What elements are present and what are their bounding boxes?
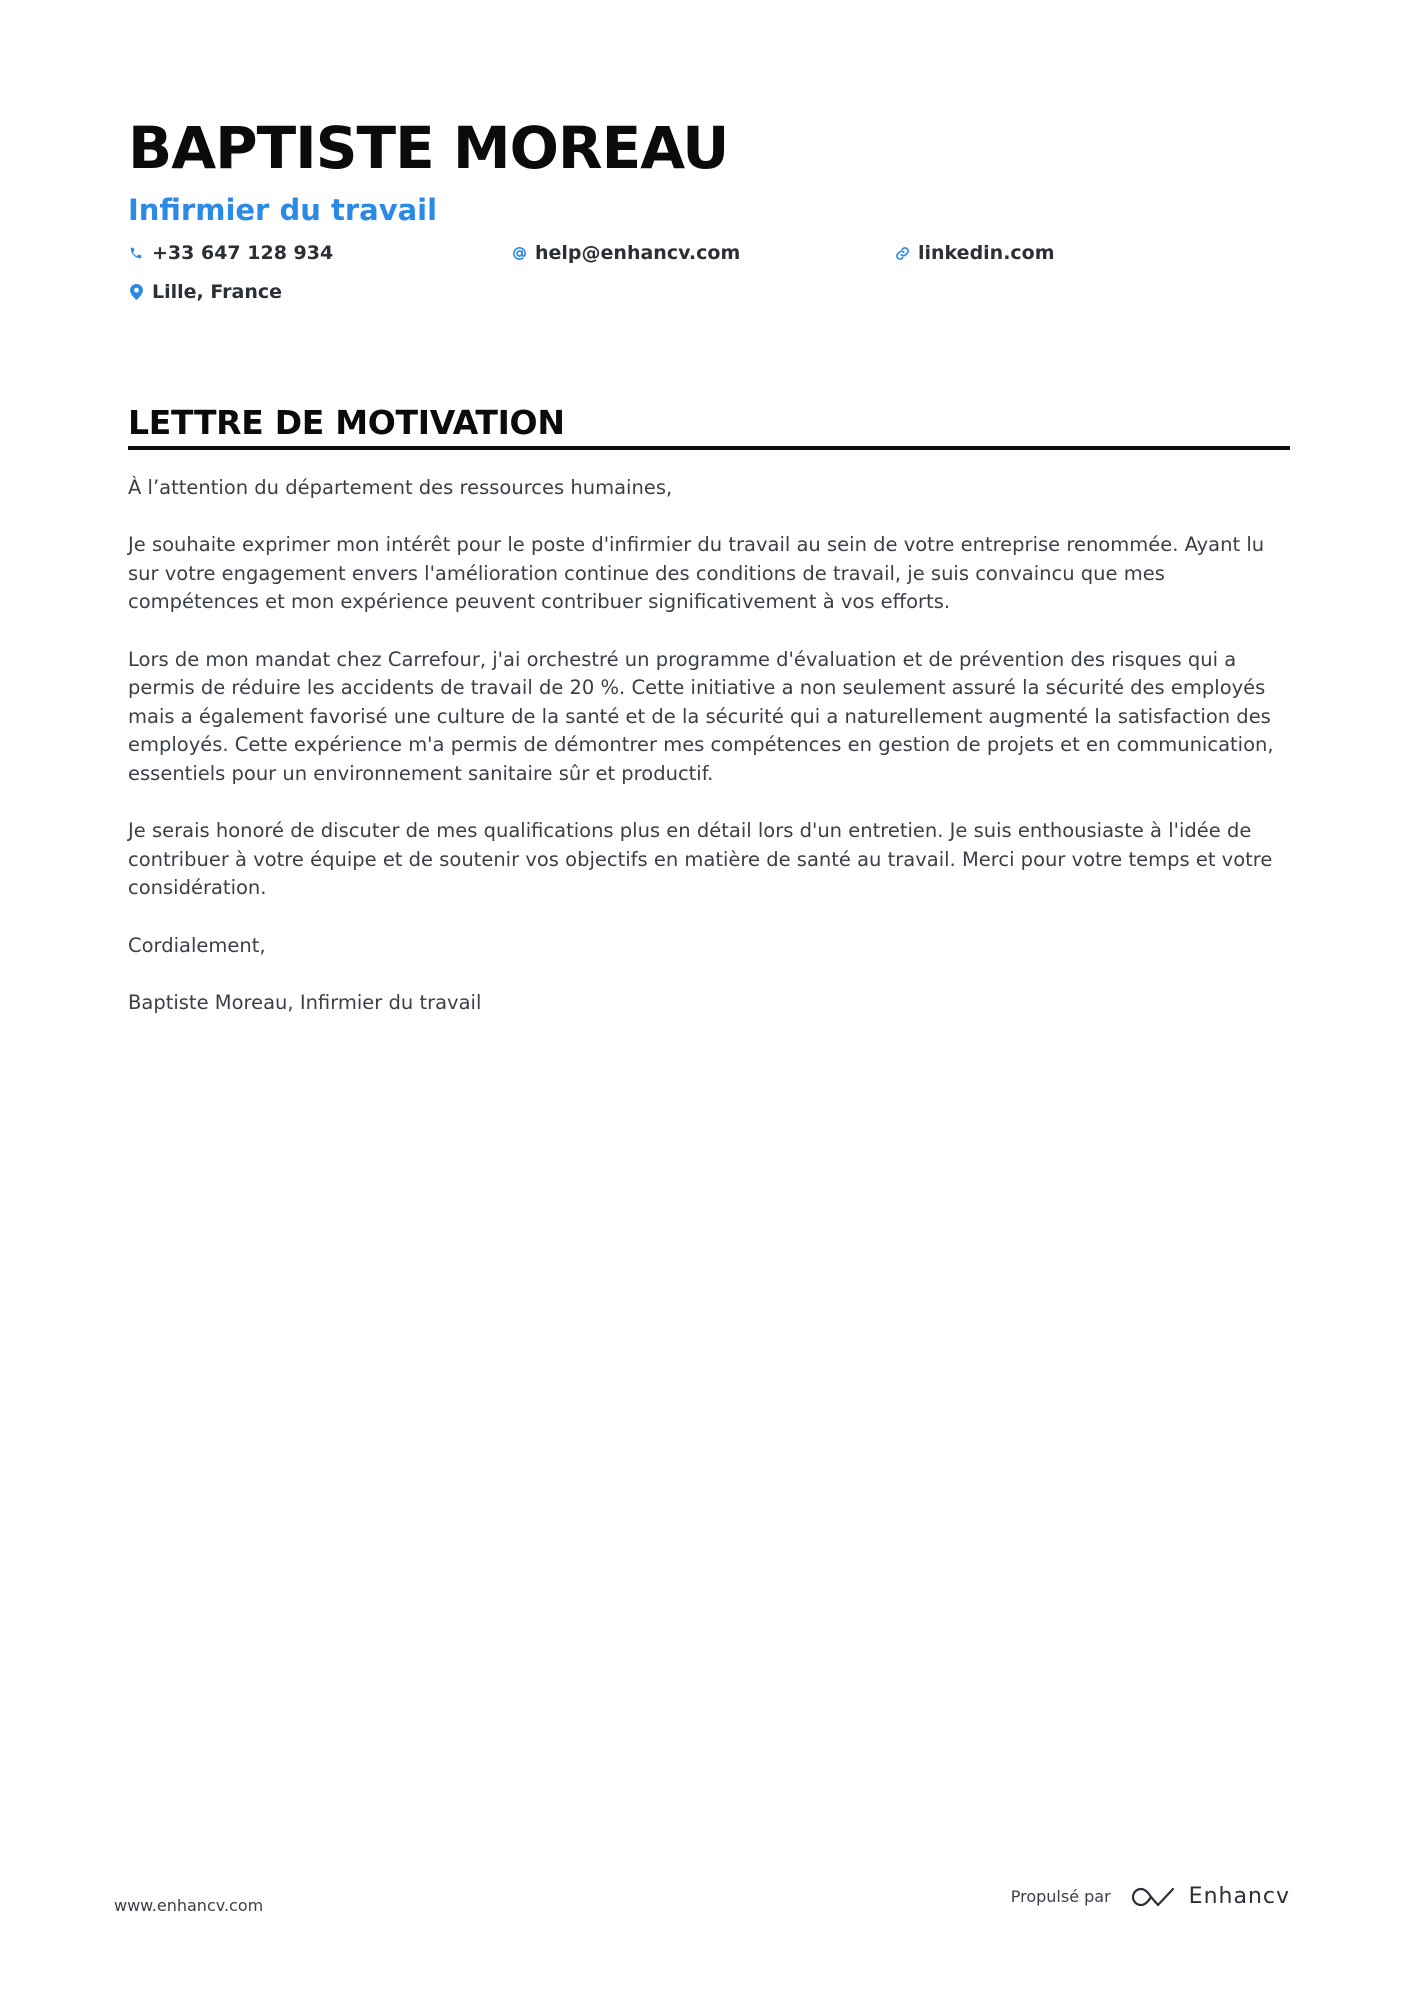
section-divider xyxy=(128,446,1290,450)
phone-icon xyxy=(128,244,144,262)
contact-info xyxy=(128,242,1290,322)
map-pin-icon xyxy=(128,283,144,301)
at-sign-icon xyxy=(511,244,527,262)
footer-branding xyxy=(1011,1884,1290,1909)
letter-paragraph: Je souhaite exprimer mon intérêt pour le poste d'infirmier du travail au sein de votre entreprise renommée. Ayant lu sur votre engagement envers l'amélioration continue des conditions de travail, je suis convaincu que mes compétences et mon expérience peuvent contribuer significativement à vos efforts. xyxy=(128,533,1265,614)
contact-phone xyxy=(128,242,333,264)
letter-salutation: À l’attention du département des ressources humaines, xyxy=(128,476,673,499)
section-title: LETTRE DE MOTIVATION xyxy=(128,403,565,442)
letter-body xyxy=(128,474,1290,1017)
phone-text: +33 647 128 934 xyxy=(152,242,334,264)
email-text: help@enhancv.com xyxy=(535,242,741,264)
brand-name: Enhancv xyxy=(1188,1884,1290,1909)
link-text: linkedin.com xyxy=(918,242,1055,264)
contact-location xyxy=(128,281,282,303)
contact-email[interactable] xyxy=(511,242,740,264)
candidate-role: Infirmier du travail xyxy=(128,193,438,227)
link-icon xyxy=(894,244,910,262)
cover-letter-page xyxy=(128,108,1290,1046)
powered-by-label: Propulsé par xyxy=(1010,1887,1111,1906)
letter-paragraph: Lors de mon mandat chez Carrefour, j'ai orchestré un programme d'évaluation et de prévention des risques qui a permis de réduire les accidents de travail de 20 %. Cette initiative a non seulement assuré la sécurité des employés mais a également favorisé une culture de la santé et de la sécurité qui a naturellement augmenté la satisfaction des employés. Cette expérience m'a permis de démontrer mes compétences en gestion de projets et en communication, essentiels pour un environnement sanitaire sûr et productif. xyxy=(128,647,1274,785)
candidate-name: BAPTISTE MOREAU xyxy=(128,114,729,182)
letter-paragraph: Je serais honoré de discuter de mes qualifications plus en détail lors d'un entretien. Je suis enthousiaste à l'idée de contribuer à votre équipe et de soutenir vos objectifs en matière de santé au travail. Merci pour votre temps et votre considération. xyxy=(128,819,1273,900)
letter-closing: Cordialement, xyxy=(128,933,266,957)
enhancv-logo-icon xyxy=(1131,1885,1175,1909)
letter-signature: Baptiste Moreau, Infirmier du travail xyxy=(128,990,482,1014)
location-text: Lille, France xyxy=(152,281,282,303)
contact-link[interactable] xyxy=(894,242,1055,264)
footer-website[interactable]: www.enhancv.com xyxy=(114,1896,264,1915)
